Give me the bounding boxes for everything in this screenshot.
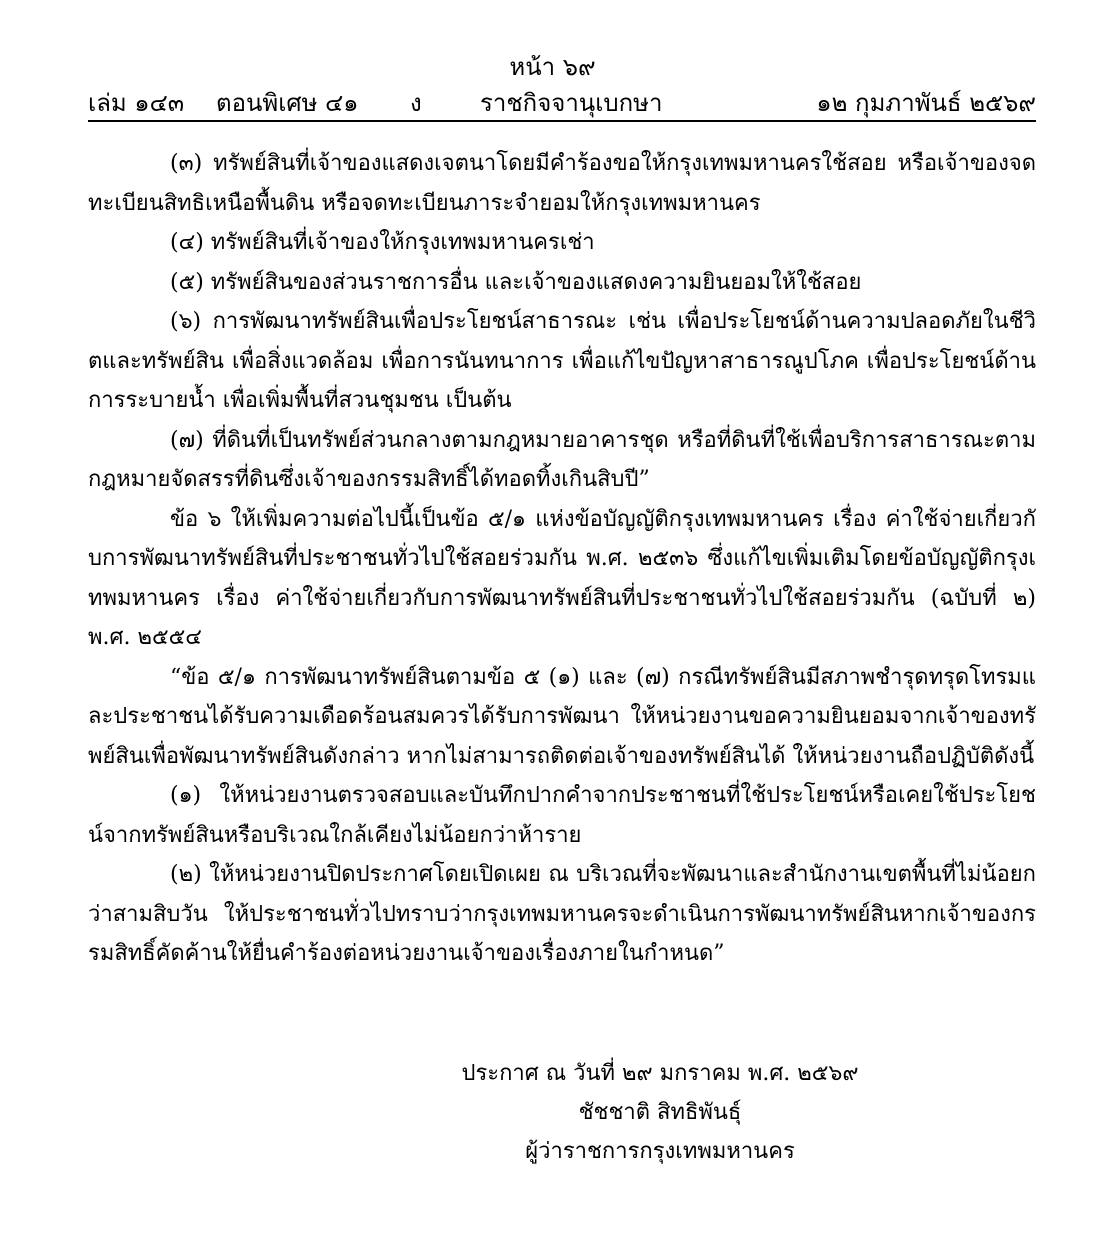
header-divider — [88, 120, 1036, 122]
header-section: ง — [410, 89, 422, 117]
header-volume: เล่ม ๑๔๓ — [88, 89, 185, 117]
page-number: หน้า ๖๙ — [509, 53, 596, 81]
signature-block — [380, 1054, 940, 1171]
paragraph-item-3: (๓) ทรัพย์สินที่เจ้าของแสดงเจตนาโดยมีคำร้องขอให้กรุงเทพมหานครใช้สอย หรือเจ้าของจดทะเบียนสิทธิเหนือพื้นดิน หรือจดทะเบียนภาระจำยอมให้กรุงเทพมหานคร — [88, 151, 1036, 216]
header-date: ๑๒ กุมภาพันธ์ ๒๕๖๙ — [816, 89, 1036, 117]
paragraph-item-6: (๖) การพัฒนาทรัพย์สินเพื่อประโยชน์สาธารณะ เช่น เพื่อประโยชน์ด้านความปลอดภัยในชีวิตและทรัพย์สิน เพื่อสิ่งแวดล้อม เพื่อการนันทนาการ เพื่อแก้ไขปัญหาสาธารณูปโภค เพื่อประโยชน์ด้านการระบายน้ำ เพื่อเพิ่มพื้นที่สวนชุมชน เป็นต้น — [88, 309, 1036, 413]
paragraph-item-5: (๕) ทรัพย์สินของส่วนราชการอื่น และเจ้าของแสดงความยินยอมให้ใช้สอย — [170, 269, 862, 295]
paragraph-item-4: (๔) ทรัพย์สินที่เจ้าของให้กรุงเทพมหานครเช่า — [170, 230, 595, 255]
paragraph-sub-2: (๒) ให้หน่วยงานปิดประกาศโดยเปิดเผย ณ บริเวณที่จะพัฒนาและสำนักงานเขตพื้นที่ไม่น้อยกว่าสามสิบวัน ให้ประชาชนทั่วไปทราบว่ากรุงเทพมหานครจะดำเนินการพัฒนาทรัพย์สินหากเจ้าของกรรมสิทธิ์คัดค้านให้ยื่นคำร้องต่อหน่วยงานเจ้าของเรื่องภายในกำหนด” — [88, 862, 1036, 966]
paragraph-sub-1: (๑) ให้หน่วยงานตรวจสอบและบันทึกปากคำจากประชาชนที่ใช้ประโยชน์หรือเคยใช้ประโยชน์จากทรัพย์สินหรือบริเวณใกล้เคียงไม่น้อยกว่าห้าราย — [88, 783, 1036, 848]
paragraph-item-7: (๗) ที่ดินที่เป็นทรัพย์ส่วนกลางตามกฎหมายอาคารชุด หรือที่ดินที่ใช้เพื่อบริการสาธารณะตามกฎหมายจัดสรรที่ดินซึ่งเจ้าของกรรมสิทธิ์ได้ทอดทิ้งเกินสิบปี” — [88, 427, 1036, 492]
gazette-header — [88, 88, 1036, 118]
paragraph-clause-6: ข้อ ๖ ให้เพิ่มความต่อไปนี้เป็นข้อ ๕/๑ แห่งข้อบัญญัติกรุงเทพมหานคร เรื่อง ค่าใช้จ่ายเกี่ยวกับการพัฒนาทรัพย์สินที่ประชาชนทั่วไปใช้สอยร่วมกัน พ.ศ. ๒๕๓๖ ซึ่งแก้ไขเพิ่มเติมโดยข้อบัญญัติกรุงเทพมหานคร เรื่อง ค่าใช้จ่ายเกี่ยวกับการพัฒนาทรัพย์สินที่ประชาชนทั่วไปใช้สอยร่วมกัน (ฉบับที่ ๒) พ.ศ. ๒๕๕๔ — [88, 506, 1036, 650]
header-issue: ตอนพิเศษ ๔๑ — [216, 89, 359, 117]
document-body — [88, 144, 1036, 974]
announcement-date: ประกาศ ณ วันที่ ๒๙ มกราคม พ.ศ. ๒๕๖๙ — [461, 1061, 859, 1086]
signatory-position: ผู้ว่าราชการกรุงเทพมหานคร — [525, 1139, 795, 1164]
paragraph-clause-5-1: “ข้อ ๕/๑ การพัฒนาทรัพย์สินตามข้อ ๕ (๑) และ (๗) กรณีทรัพย์สินมีสภาพชำรุดทรุดโทรมและประชาชนได้รับความเดือดร้อนสมควรได้รับการพัฒนา ให้หน่วยงานขอความยินยอมจากเจ้าของทรัพย์สินเพื่อพัฒนาทรัพย์สินดังกล่าว หากไม่สามารถติดต่อเจ้าของทรัพย์สินได้ ให้หน่วยงานถือปฏิบัติดังนี้ — [88, 664, 1036, 769]
signatory-name: ชัชชาติ สิทธิพันธุ์ — [578, 1100, 742, 1125]
header-gazette-title: ราชกิจจานุเบกษา — [480, 89, 663, 117]
